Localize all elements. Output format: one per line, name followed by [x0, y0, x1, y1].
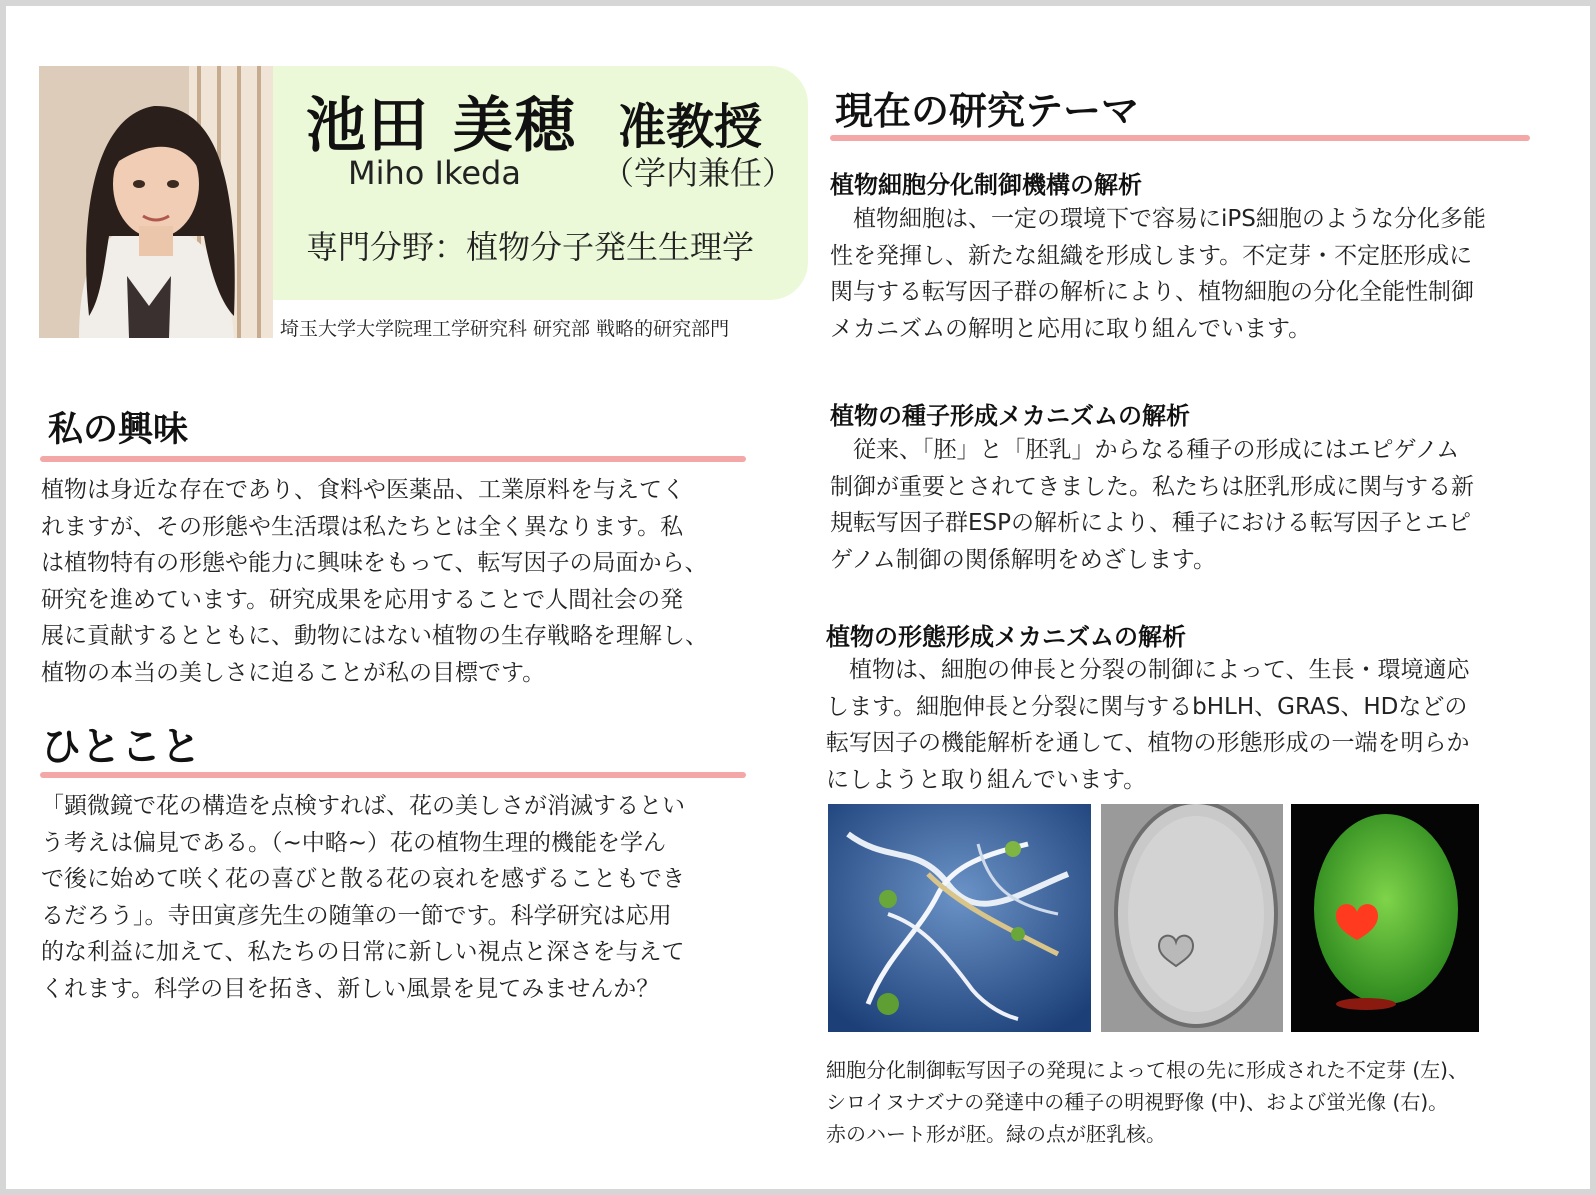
- figure-caption: 細胞分化制御転写因子の発現によって根の先に形成された不定芽 (左)、 シロイヌナズナの発達中の種子の明視野像 (中)、および蛍光像 (右)。 赤のハート形が胚。緑の点が胚乳核。: [826, 1058, 1468, 1146]
- topic-2-body: 従来、「胚」と「胚乳」からなる種子の形成にはエピゲノム 制御が重要とされてきました。私たちは胚乳形成に関与する新 規転写因子群ESPの解析により、種子における転写因子とエピ ゲノム制御の関係解明をめざします。: [830, 437, 1474, 573]
- topic-2-title: 植物の種子形成メカニズムの解析: [830, 402, 1190, 430]
- academic-title: 准教授: [618, 99, 763, 155]
- interest-heading: 私の興味: [48, 410, 189, 450]
- topic-1-body: 植物細胞は、一定の環境下で容易にiPS細胞のような分化多能 性を発揮し、新たな組織を形成します。不定芽・不定胚形成に 関与する転写因子群の解析により、植物細胞の分化全能性制御 メカニズムの解明と応用に取り組んでいます。: [830, 206, 1486, 342]
- adventitious-shoot-micrograph: [828, 804, 1091, 1032]
- seed-fluorescence-micrograph: [1291, 804, 1479, 1032]
- profile-photo: [39, 66, 273, 338]
- topic-3-body: 植物は、細胞の伸長と分裂の制御によって、生長・環境適応 します。細胞伸長と分裂に関与するbHLH、GRAS、HDなどの 転写因子の機能解析を通して、植物の形態形成の一端を明らか にしようと取り組んでいます。: [826, 657, 1470, 793]
- research-heading: 現在の研究テーマ: [835, 89, 1140, 133]
- message-body: 「顕微鏡で花の構造を点検すれば、花の美しさが消滅するとい う考えは偏見である。（~中略~）花の植物生理的機能を学ん で後に始めて咲く花の喜びと散る花の哀れを感ずることもでき るだろう」。寺田寅彦先生の随筆の一節です。科学研究は応用 的な利益に加えて、私たちの日常に新しい視点と深さを与えて くれます。科学の目を拓き、新しい風景を見てみませんか？: [41, 793, 685, 1002]
- specialty-field: 専門分野：植物分子発生生理学: [306, 228, 755, 266]
- message-heading: ひとこと: [41, 724, 201, 770]
- topic-3-title: 植物の形態形成メカニズムの解析: [826, 623, 1186, 651]
- concurrent-note: （学内兼任）: [602, 154, 795, 192]
- seed-brightfield-micrograph: [1101, 804, 1283, 1032]
- person-name-english: Miho Ikeda: [348, 154, 521, 192]
- person-name: 池田 美穂: [306, 91, 577, 161]
- message-rule: [40, 772, 746, 778]
- affiliation: 埼玉大学大学院理工学研究科 研究部 戦略的研究部門: [280, 318, 730, 340]
- interest-rule: [40, 456, 746, 462]
- research-rule: [830, 135, 1530, 141]
- interest-body: 植物は身近な存在であり、食料や医薬品、工業原料を与えてく れますが、その形態や生活環は私たちとは全く異なります。私 は植物特有の形態や能力に興味をもって、転写因子の局面から、 研究を進めています。研究成果を応用することで人間社会の発 展に貢献するとともに、動物にはない植物の生存戦略を理解し、 植物の本当の美しさに迫ることが私の目標です。: [41, 477, 708, 686]
- topic-1-title: 植物細胞分化制御機構の解析: [830, 171, 1142, 199]
